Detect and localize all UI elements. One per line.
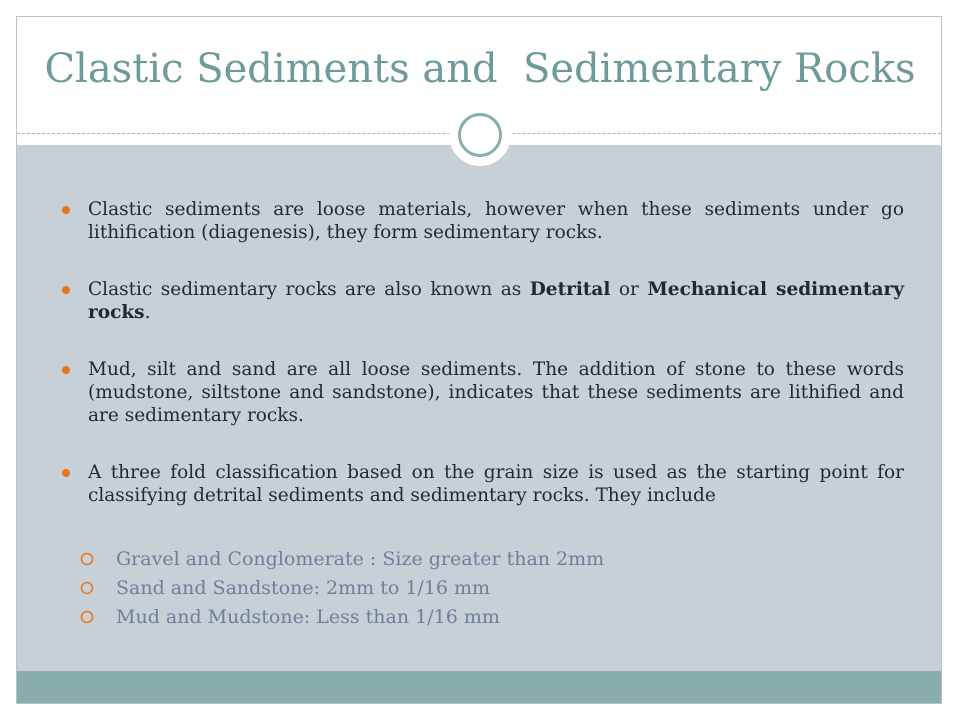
sub-item — [80, 603, 900, 632]
bold-term: Mechanical sedimentary rocks — [88, 279, 905, 323]
sub-item-text: Gravel and Conglomerate : Size greater than 2mm — [116, 548, 605, 570]
circle-bullet-icon — [80, 610, 94, 624]
sub-item-text: Sand and Sandstone: 2mm to 1/16 mm — [116, 577, 491, 599]
bold-term: Detrital — [529, 279, 611, 300]
circle-bullet-icon — [80, 581, 94, 595]
bullet-text: or — [610, 279, 648, 300]
sub-item-text: Mud and Mudstone: Less than 1/16 mm — [116, 606, 500, 628]
bullet-item — [62, 278, 904, 324]
bullet-text: Mud, silt and sand are all loose sediments. The addition of stone to these words (mudstone, siltstone and sandstone), indicates that these sediments are lithified and are sedimentary rocks. — [88, 359, 904, 426]
circle-bullet-icon — [80, 552, 94, 566]
bullet-item — [62, 358, 904, 427]
circle-ornament-icon — [458, 113, 502, 157]
sub-item — [80, 545, 900, 574]
bullet-dot-icon — [62, 206, 70, 214]
footer-band — [17, 671, 941, 703]
bullet-item — [62, 461, 904, 507]
bullet-dot-icon — [62, 469, 70, 477]
bullet-text: A three fold classification based on the grain size is used as the starting point for classifying detrital sediments and sedimentary rocks. They include — [88, 462, 904, 506]
bullet-text: Clastic sediments are loose materials, however when these sediments under go lithification (diagenesis), they form sedimentary rocks. — [88, 199, 904, 243]
slide-title: Clastic Sediments and Sedimentary Rocks — [44, 46, 916, 92]
bullet-list — [62, 198, 904, 541]
bullet-text: Clastic sedimentary rocks are also known as — [88, 279, 530, 300]
classification-list — [80, 545, 900, 632]
sub-item — [80, 574, 900, 603]
bullet-dot-icon — [62, 286, 70, 294]
bullet-item — [62, 198, 904, 244]
bullet-text: . — [144, 302, 151, 323]
bullet-dot-icon — [62, 366, 70, 374]
